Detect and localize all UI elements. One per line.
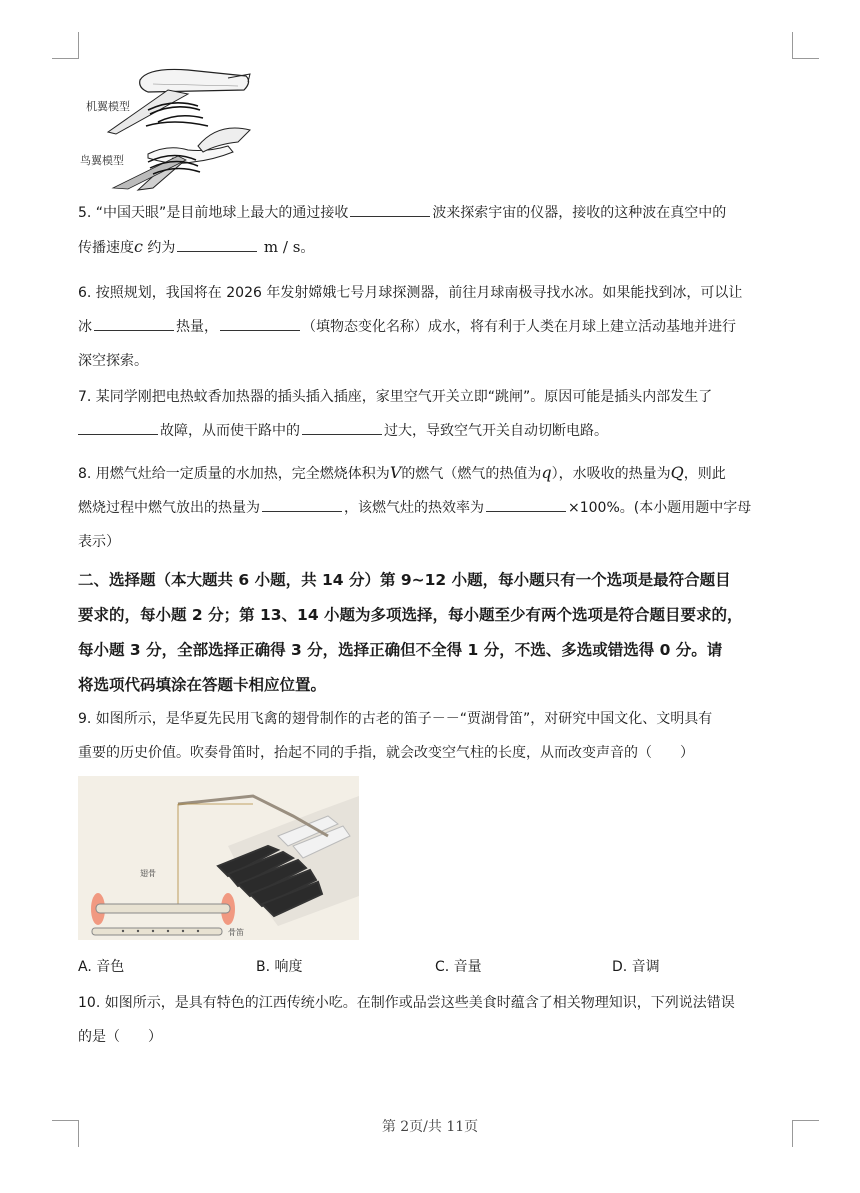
- q6-line-2: 冰 热量， （填物态变化名称）成水，将有利于人类在月球上建立活动基地并进行: [78, 310, 794, 344]
- crop-mark-top-left: [52, 32, 79, 59]
- q9-option-a[interactable]: A. 音色: [78, 959, 125, 975]
- q5-line-1: 5. “中国天眼”是目前地球上最大的通过接收 波来探索宇宙的仪器，接收的这种波在真空中的: [78, 196, 794, 230]
- q9-option-c[interactable]: C. 音量: [435, 959, 482, 975]
- var-c: c: [134, 237, 143, 256]
- q9-line-2: 重要的历史价值。吹奏骨笛时，抬起不同的手指，就会改变空气柱的长度，从而改变声音的（ ）: [78, 745, 694, 761]
- q6-line-1: 6. 按照规划，我国将在 2026 年发射嫦娥七号月球探测器，前往月球南极寻找水冰。如果能找到冰，可以让: [78, 285, 743, 301]
- q9-option-b[interactable]: B. 响度: [256, 959, 303, 975]
- q6-line-3: 深空探索。: [78, 353, 148, 369]
- q8-blank-heat-released[interactable]: [262, 497, 342, 512]
- q8-line-1: 8. 用燃气灶给一定质量的水加热，完全燃烧体积为V的燃气（燃气的热值为q），水吸收的热量为Q，则此: [78, 463, 726, 482]
- q7-line-1: 7. 某同学刚把电热蚊香加热器的插头插入插座，家里空气开关立即“跳闸”。原因可能是插头内部发生了: [78, 389, 713, 405]
- q9-line-1: 9. 如图所示，是华夏先民用飞禽的翅骨制作的古老的笛子－－“贾湖骨笛”，对研究中国文化、文明具有: [78, 711, 713, 727]
- var-Q: Q: [670, 463, 684, 482]
- q5-blank-speed[interactable]: [177, 237, 257, 252]
- q7-blank-fault[interactable]: [78, 420, 158, 435]
- q7-line-2: 故障，从而使干路中的 过大，导致空气开关自动切断电路。: [78, 414, 794, 448]
- unit-m-per-s: m / s: [263, 238, 301, 256]
- bone-flute-figure: [78, 776, 359, 940]
- section-2-line-2: 要求的，每小题 2 分；第 13、14 小题为多项选择，每小题至少有两个选项是符合题目要求的，: [78, 606, 743, 624]
- var-v: V: [389, 463, 402, 482]
- q8-blank-efficiency[interactable]: [486, 497, 566, 512]
- bone-flute-illustration: [78, 776, 359, 940]
- section-2-line-3: 每小题 3 分，全部选择正确得 3 分，选择正确但不全得 1 分，不选、多选或错选得 0 分。请: [78, 641, 723, 659]
- question-9: [78, 702, 794, 770]
- q10-line-1: 10. 如图所示，是具有特色的江西传统小吃。在制作或品尝这些美食时蕴含了相关物理知识，下列说法错误: [78, 995, 735, 1011]
- section-2-line-4: 将选项代码填涂在答题卡相应位置。: [78, 676, 327, 694]
- question-10: [78, 986, 794, 1054]
- question-8: [78, 456, 794, 559]
- q6-blank-heat[interactable]: [94, 316, 174, 331]
- question-6: [78, 276, 794, 378]
- bone-flute-label: 骨笛: [228, 928, 244, 937]
- wing-model-illustration: [78, 62, 253, 192]
- question-7: [78, 380, 794, 448]
- bird-wing-label: 鸟翼模型: [80, 154, 124, 167]
- question-5: [78, 196, 794, 265]
- crop-mark-top-right: [792, 32, 819, 59]
- q5-blank-wave[interactable]: [350, 202, 430, 217]
- wing-bone-label: 翅骨: [140, 869, 156, 878]
- q6-blank-state-change[interactable]: [220, 316, 300, 331]
- q5-line-2: 传播速度c 约为 m / s。: [78, 237, 315, 256]
- wing-model-figure: [78, 62, 253, 192]
- plane-wing-label: 机翼模型: [86, 100, 130, 113]
- q10-line-2: 的是（ ）: [78, 1029, 162, 1045]
- q8-line-3: 表示）: [78, 534, 120, 550]
- var-q: q: [541, 463, 552, 482]
- q8-line-2: 燃烧过程中燃气放出的热量为 ，该燃气灶的热效率为 ×100%。(本小题用题中字母: [78, 491, 794, 525]
- section-2-line-1: 二、选择题（本大题共 6 小题，共 14 分）第 9~12 小题，每小题只有一个选项是最符合题目: [78, 571, 731, 589]
- section-2-instructions: [78, 563, 796, 703]
- page-number: 第 2页/共 11页: [381, 1119, 479, 1135]
- q7-blank-quantity[interactable]: [302, 420, 382, 435]
- q9-option-d[interactable]: D. 音调: [612, 959, 660, 975]
